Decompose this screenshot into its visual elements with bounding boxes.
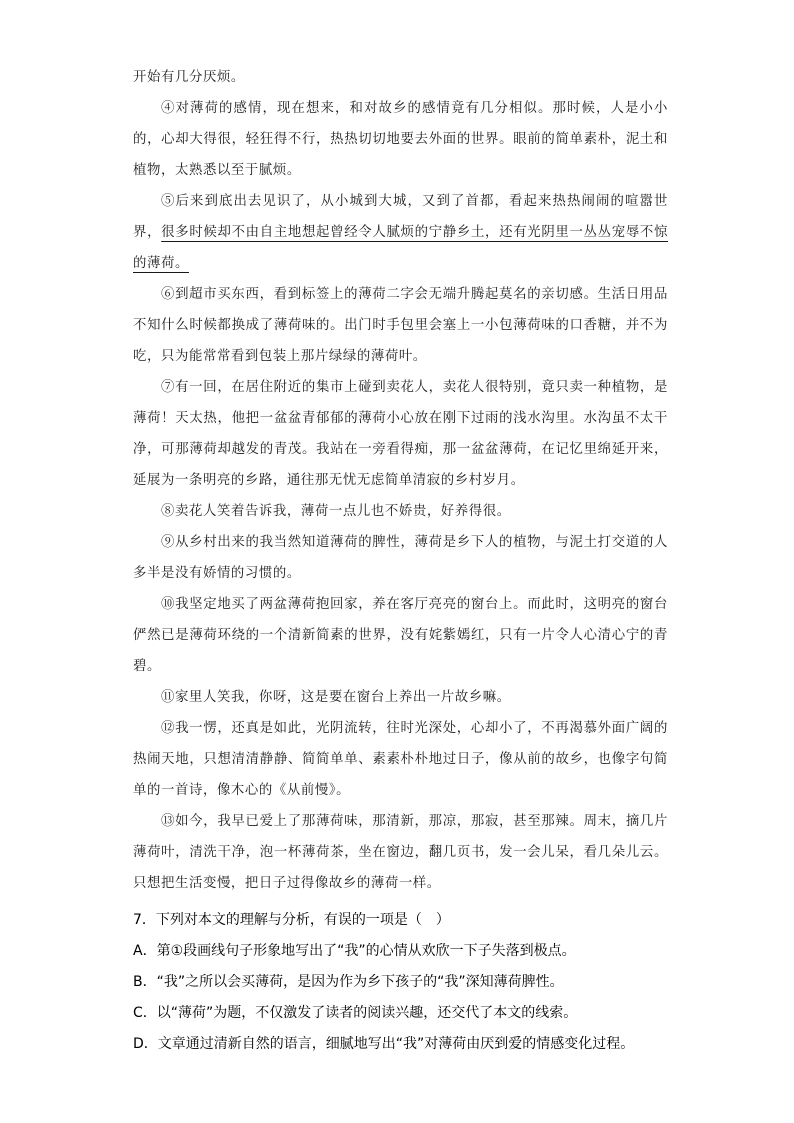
question-stem: 7．下列对本文的理解与分析，有误的一项是（ ） (133, 912, 450, 928)
paragraph-11: ⑪家里人笑我，你呀，这是要在窗台上养出一片故乡嘛。 (161, 690, 511, 705)
paragraph-5-lead: ⑤后来到底出去见识了，从小城到大城，又到了首都，看起来热热闹闹的喧嚣世界， (133, 194, 668, 240)
paragraph-7: ⑦有一回，在居住附近的集市上碰到卖花人，卖花人很特别，竟只卖一种植物，是薄荷！天太热，他把一盆盆青郁郁的薄荷小心放在刚下过雨的浅水沟里。水沟虽不太干净，可那薄荷却越发的青茂。我站在一旁看得痴，那一盆盆薄荷，在记忆里绵延开来，延展为一条明亮的乡路，通往那无忧无虑简单清寂的乡村岁月。 (133, 380, 668, 488)
option-c[interactable]: C．以“薄荷”为题，不仅激发了读者的阅读兴趣，还交代了本文的线索。 (133, 1005, 578, 1021)
article-body (133, 62, 668, 899)
question-7 (133, 905, 693, 1060)
paragraph-13: ⑬如今，我早已爱上了那薄荷味，那清新，那凉，那寂，甚至那辣。周末，摘几片薄荷叶，清洗干净，泡一杯薄荷茶，坐在窗边，翻几页书，发一会儿呆，看几朵儿云。只想把生活变慢，把日子过得像故乡的薄荷一样。 (133, 814, 668, 891)
option-b[interactable]: B．“我”之所以会买薄荷，是因为作为乡下孩子的“我”深知薄荷脾性。 (133, 974, 564, 990)
paragraph-3-tail: 开始有几分厌烦。 (133, 70, 245, 85)
underlined-sentence: 很多时候却不由自主地想起曾经令人腻烦的宁静乡土，还有光阴里一丛丛宠辱不惊的薄荷。 (133, 225, 668, 271)
paragraph-10: ⑩我坚定地买了两盆薄荷抱回家，养在客厅亮亮的窗台上。而此时，这明亮的窗台俨然已是薄荷环绕的一个清新简素的世界，没有姹紫嫣红，只有一片令人心清心宁的青碧。 (133, 597, 668, 674)
paragraph-9: ⑨从乡村出来的我当然知道薄荷的脾性，薄荷是乡下人的植物，与泥土打交道的人多半是没有娇情的习惯的。 (133, 535, 668, 581)
paragraph-4: ④对薄荷的感情，现在想来，和对故乡的感情竟有几分相似。那时候，人是小小的，心却大得很，轻狂得不行，热热切切地要去外面的世界。眼前的简单素朴，泥土和植物，太熟悉以至于腻烦。 (133, 101, 668, 178)
paragraph-8: ⑧卖花人笑着告诉我，薄荷一点儿也不娇贵，好养得很。 (161, 504, 511, 519)
option-a[interactable]: A．第①段画线句子形象地写出了“我”的心情从欢欣一下子失落到极点。 (133, 943, 576, 959)
option-d[interactable]: D．文章通过清新自然的语言，细腻地写出“我”对薄荷由厌到爱的情感变化过程。 (133, 1036, 635, 1052)
paragraph-6: ⑥到超市买东西，看到标签上的薄荷二字会无端升腾起莫名的亲切感。生活日用品不知什么时候都换成了薄荷味的。出门时手包里会塞上一小包薄荷味的口香糖，并不为吃，只为能常常看到包装上那片绿绿的薄荷叶。 (133, 287, 668, 364)
paragraph-12: ⑫我一愣，还真是如此，光阴流转，往时光深处，心却小了，不再渴慕外面广阔的热闹天地，只想清清静静、简简单单、素素朴朴地过日子，像从前的故乡，也像字句简单的一首诗，像木心的《从前慢》。 (133, 721, 668, 798)
paragraph-5 (133, 186, 668, 279)
